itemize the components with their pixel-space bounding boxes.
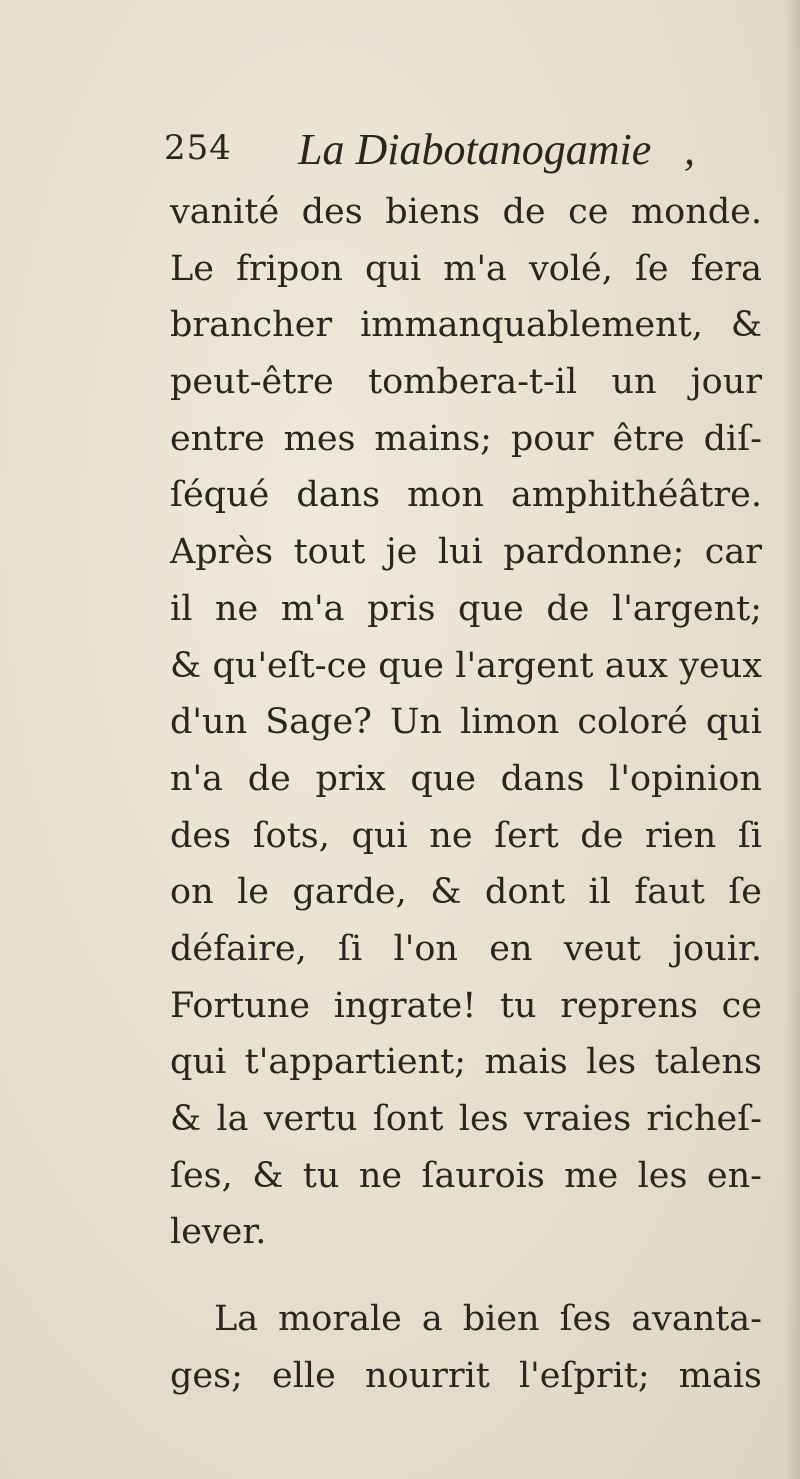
paragraph-1 — [170, 184, 762, 1261]
running-title-punctuation: , — [684, 125, 695, 174]
text-line: brancher immanquablement, & — [170, 305, 762, 346]
text-line: ges; elle nourrit l'eſprit; mais — [170, 1355, 762, 1396]
text-line: vanité des biens de ce monde. — [170, 192, 762, 232]
text-line: peut-être tombera-t-il un jour — [170, 362, 762, 403]
running-title: La Diabotanogamie — [298, 125, 652, 174]
page-edge-shadow — [784, 0, 800, 1479]
text-line: ſéqué dans mon amphithéâtre. — [170, 475, 762, 516]
text-line: d'un Sage? Un limon coloré qui — [170, 702, 762, 743]
text-line: & la vertu ſont les vraies richeſ- — [170, 1099, 762, 1139]
text-line: il ne m'a pris que de l'argent; — [170, 588, 762, 629]
page-number: 254 — [164, 128, 232, 168]
text-line: entre mes mains; pour être diſ- — [170, 418, 762, 459]
text-line: & qu'eſt-ce que l'argent aux yeux — [170, 645, 762, 686]
text-body — [170, 184, 762, 1404]
text-line: qui t'appartient; mais les talens — [170, 1042, 762, 1083]
text-line-last: lever. — [170, 1212, 267, 1253]
paragraph-2 — [170, 1291, 762, 1404]
text-line: défaire, ſi l'on en veut jouir. — [170, 928, 762, 969]
text-line: Après tout je lui pardonne; car — [170, 532, 762, 573]
text-line: n'a de prix que dans l'opinion — [170, 758, 762, 799]
text-line: La morale a bien ſes avanta- — [214, 1299, 762, 1340]
text-line: Fortune ingrate! tu reprens ce — [170, 985, 762, 1026]
text-line: ſes, & tu ne ſaurois me les en- — [170, 1155, 762, 1196]
paragraph-gap — [170, 1261, 762, 1291]
page-header — [164, 118, 764, 178]
text-line: Le fripon qui m'a volé, ſe fera — [170, 248, 762, 289]
text-line: des ſots, qui ne ſert de rien ſi — [170, 815, 762, 856]
text-line: on le garde, & dont il faut ſe — [170, 872, 762, 913]
